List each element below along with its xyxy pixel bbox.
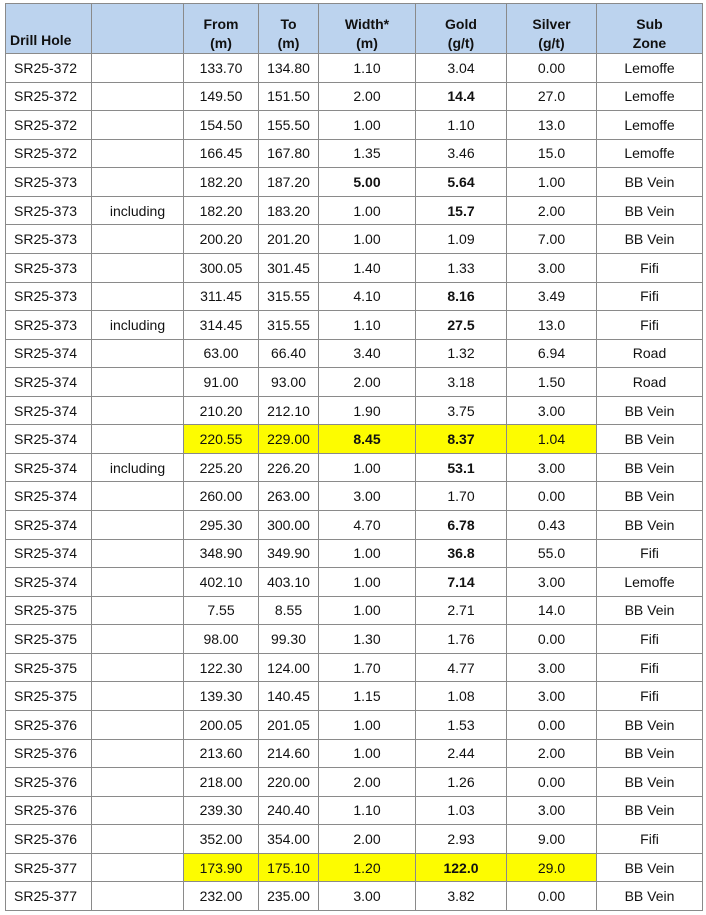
header-from-unit: (m) — [210, 35, 232, 51]
cell-silver: 7.00 — [507, 225, 597, 254]
table-row — [6, 111, 703, 140]
cell-drill-hole: SR25-374 — [6, 511, 92, 540]
cell-from: 166.45 — [184, 139, 259, 168]
cell-from: 295.30 — [184, 511, 259, 540]
cell-silver: 0.00 — [507, 482, 597, 511]
cell-note — [92, 710, 184, 739]
cell-from: 98.00 — [184, 625, 259, 654]
cell-drill-hole: SR25-377 — [6, 882, 92, 911]
cell-silver: 3.00 — [507, 796, 597, 825]
header-from-label: From — [203, 16, 239, 32]
cell-drill-hole: SR25-377 — [6, 853, 92, 882]
cell-silver: 0.00 — [507, 768, 597, 797]
table-row — [6, 225, 703, 254]
cell-note — [92, 82, 184, 111]
cell-sub-zone: Fifi — [597, 282, 703, 311]
cell-gold: 3.04 — [416, 54, 507, 83]
table-row — [6, 739, 703, 768]
cell-note — [92, 339, 184, 368]
table-row — [6, 625, 703, 654]
cell-gold: 3.46 — [416, 139, 507, 168]
cell-from: 352.00 — [184, 825, 259, 854]
cell-gold: 53.1 — [416, 453, 507, 482]
cell-silver: 15.0 — [507, 139, 597, 168]
table-row — [6, 311, 703, 340]
cell-silver: 6.94 — [507, 339, 597, 368]
cell-gold: 4.77 — [416, 653, 507, 682]
cell-silver: 13.0 — [507, 111, 597, 140]
cell-to: 167.80 — [259, 139, 319, 168]
cell-sub-zone: BB Vein — [597, 596, 703, 625]
table-row — [6, 253, 703, 282]
header-zone-unit: Zone — [632, 35, 667, 51]
cell-drill-hole: SR25-372 — [6, 139, 92, 168]
cell-silver: 3.00 — [507, 682, 597, 711]
cell-to: 175.10 — [259, 853, 319, 882]
cell-width: 2.00 — [319, 825, 416, 854]
header-width-label: Width* — [344, 16, 390, 32]
cell-from: 239.30 — [184, 796, 259, 825]
cell-width: 1.90 — [319, 396, 416, 425]
cell-width: 1.70 — [319, 653, 416, 682]
cell-to: 183.20 — [259, 196, 319, 225]
cell-to: 201.05 — [259, 710, 319, 739]
cell-silver: 3.00 — [507, 253, 597, 282]
header-gold — [416, 4, 507, 54]
cell-sub-zone: BB Vein — [597, 739, 703, 768]
table-row — [6, 882, 703, 911]
table-row — [6, 339, 703, 368]
cell-to: 235.00 — [259, 882, 319, 911]
table-row — [6, 596, 703, 625]
cell-drill-hole: SR25-374 — [6, 539, 92, 568]
cell-gold: 7.14 — [416, 568, 507, 597]
cell-drill-hole: SR25-375 — [6, 682, 92, 711]
table-row — [6, 196, 703, 225]
cell-drill-hole: SR25-374 — [6, 568, 92, 597]
table-row — [6, 425, 703, 454]
cell-drill-hole: SR25-376 — [6, 825, 92, 854]
cell-from: 63.00 — [184, 339, 259, 368]
cell-from: 210.20 — [184, 396, 259, 425]
table-row — [6, 825, 703, 854]
cell-note — [92, 739, 184, 768]
cell-sub-zone: Fifi — [597, 625, 703, 654]
cell-sub-zone: BB Vein — [597, 196, 703, 225]
table-row — [6, 682, 703, 711]
cell-width: 3.00 — [319, 882, 416, 911]
cell-gold: 1.32 — [416, 339, 507, 368]
cell-sub-zone: BB Vein — [597, 396, 703, 425]
cell-from: 154.50 — [184, 111, 259, 140]
cell-to: 301.45 — [259, 253, 319, 282]
cell-to: 354.00 — [259, 825, 319, 854]
cell-from: 149.50 — [184, 82, 259, 111]
cell-drill-hole: SR25-374 — [6, 482, 92, 511]
cell-note — [92, 796, 184, 825]
table-body — [6, 54, 703, 911]
cell-from: 218.00 — [184, 768, 259, 797]
cell-to: 263.00 — [259, 482, 319, 511]
table-row — [6, 54, 703, 83]
cell-width: 4.10 — [319, 282, 416, 311]
cell-sub-zone: BB Vein — [597, 511, 703, 540]
cell-gold: 1.33 — [416, 253, 507, 282]
cell-gold: 2.71 — [416, 596, 507, 625]
cell-note — [92, 425, 184, 454]
cell-sub-zone: Fifi — [597, 311, 703, 340]
cell-width: 2.00 — [319, 368, 416, 397]
cell-width: 8.45 — [319, 425, 416, 454]
cell-note — [92, 625, 184, 654]
cell-from: 182.20 — [184, 196, 259, 225]
header-to-unit: (m) — [277, 35, 300, 51]
cell-to: 315.55 — [259, 311, 319, 340]
cell-to: 212.10 — [259, 396, 319, 425]
cell-width: 5.00 — [319, 168, 416, 197]
cell-width: 1.40 — [319, 253, 416, 282]
drill-results-table — [5, 3, 703, 911]
cell-width: 1.10 — [319, 54, 416, 83]
cell-silver: 1.50 — [507, 368, 597, 397]
cell-sub-zone: Fifi — [597, 653, 703, 682]
cell-to: 226.20 — [259, 453, 319, 482]
cell-note — [92, 253, 184, 282]
table-row — [6, 853, 703, 882]
header-gold-label: Gold — [445, 16, 477, 32]
cell-width: 1.20 — [319, 853, 416, 882]
cell-note — [92, 482, 184, 511]
cell-gold: 2.93 — [416, 825, 507, 854]
cell-width: 1.00 — [319, 196, 416, 225]
cell-silver: 1.04 — [507, 425, 597, 454]
table-row — [6, 539, 703, 568]
cell-sub-zone: BB Vein — [597, 710, 703, 739]
cell-silver: 27.0 — [507, 82, 597, 111]
cell-width: 1.00 — [319, 539, 416, 568]
cell-sub-zone: BB Vein — [597, 482, 703, 511]
cell-from: 200.05 — [184, 710, 259, 739]
cell-note — [92, 282, 184, 311]
cell-width: 1.10 — [319, 311, 416, 340]
cell-silver: 1.00 — [507, 168, 597, 197]
table-row — [6, 139, 703, 168]
cell-to: 8.55 — [259, 596, 319, 625]
cell-width: 3.00 — [319, 482, 416, 511]
header-note — [92, 4, 184, 54]
cell-drill-hole: SR25-373 — [6, 253, 92, 282]
cell-from: 173.90 — [184, 853, 259, 882]
cell-to: 229.00 — [259, 425, 319, 454]
cell-from: 7.55 — [184, 596, 259, 625]
cell-silver: 0.00 — [507, 882, 597, 911]
cell-note — [92, 882, 184, 911]
cell-silver: 0.00 — [507, 710, 597, 739]
cell-gold: 1.03 — [416, 796, 507, 825]
cell-note — [92, 825, 184, 854]
cell-gold: 3.82 — [416, 882, 507, 911]
cell-gold: 3.75 — [416, 396, 507, 425]
cell-drill-hole: SR25-376 — [6, 796, 92, 825]
cell-note — [92, 168, 184, 197]
cell-note — [92, 596, 184, 625]
header-width-unit: (m) — [356, 35, 378, 51]
cell-to: 220.00 — [259, 768, 319, 797]
cell-drill-hole: SR25-374 — [6, 368, 92, 397]
cell-silver: 0.00 — [507, 625, 597, 654]
header-to-label: To — [280, 16, 297, 32]
cell-drill-hole: SR25-374 — [6, 425, 92, 454]
cell-silver: 3.00 — [507, 396, 597, 425]
table-row — [6, 710, 703, 739]
cell-note — [92, 853, 184, 882]
cell-sub-zone: BB Vein — [597, 453, 703, 482]
cell-gold: 2.44 — [416, 739, 507, 768]
cell-to: 134.80 — [259, 54, 319, 83]
cell-sub-zone: Fifi — [597, 825, 703, 854]
cell-gold: 5.64 — [416, 168, 507, 197]
cell-drill-hole: SR25-374 — [6, 396, 92, 425]
cell-from: 200.20 — [184, 225, 259, 254]
cell-from: 314.45 — [184, 311, 259, 340]
cell-to: 66.40 — [259, 339, 319, 368]
cell-note — [92, 653, 184, 682]
table-row — [6, 568, 703, 597]
cell-silver: 0.43 — [507, 511, 597, 540]
table-row — [6, 282, 703, 311]
cell-note: including — [92, 196, 184, 225]
cell-note — [92, 511, 184, 540]
cell-silver: 14.0 — [507, 596, 597, 625]
cell-gold: 1.76 — [416, 625, 507, 654]
cell-width: 1.15 — [319, 682, 416, 711]
cell-to: 201.20 — [259, 225, 319, 254]
cell-sub-zone: BB Vein — [597, 425, 703, 454]
cell-width: 1.30 — [319, 625, 416, 654]
cell-gold: 36.8 — [416, 539, 507, 568]
cell-gold: 3.18 — [416, 368, 507, 397]
cell-silver: 2.00 — [507, 196, 597, 225]
header-row — [6, 4, 703, 54]
table-row — [6, 168, 703, 197]
cell-width: 1.00 — [319, 710, 416, 739]
cell-gold: 1.09 — [416, 225, 507, 254]
cell-sub-zone: BB Vein — [597, 225, 703, 254]
cell-to: 240.40 — [259, 796, 319, 825]
table-row — [6, 796, 703, 825]
cell-from: 225.20 — [184, 453, 259, 482]
cell-to: 155.50 — [259, 111, 319, 140]
cell-from: 139.30 — [184, 682, 259, 711]
cell-from: 311.45 — [184, 282, 259, 311]
cell-width: 3.40 — [319, 339, 416, 368]
table-row — [6, 453, 703, 482]
cell-gold: 8.37 — [416, 425, 507, 454]
cell-sub-zone: Fifi — [597, 682, 703, 711]
cell-sub-zone: BB Vein — [597, 768, 703, 797]
cell-to: 140.45 — [259, 682, 319, 711]
cell-note — [92, 111, 184, 140]
cell-silver: 9.00 — [507, 825, 597, 854]
cell-to: 124.00 — [259, 653, 319, 682]
cell-sub-zone: Fifi — [597, 539, 703, 568]
cell-width: 1.00 — [319, 568, 416, 597]
cell-width: 1.00 — [319, 739, 416, 768]
cell-silver: 13.0 — [507, 311, 597, 340]
table-row — [6, 482, 703, 511]
cell-note — [92, 682, 184, 711]
cell-drill-hole: SR25-373 — [6, 225, 92, 254]
cell-from: 182.20 — [184, 168, 259, 197]
cell-note — [92, 768, 184, 797]
cell-width: 1.00 — [319, 111, 416, 140]
header-from — [184, 4, 259, 54]
cell-to: 403.10 — [259, 568, 319, 597]
cell-width: 1.00 — [319, 453, 416, 482]
cell-to: 300.00 — [259, 511, 319, 540]
cell-drill-hole: SR25-372 — [6, 82, 92, 111]
cell-drill-hole: SR25-375 — [6, 625, 92, 654]
cell-to: 187.20 — [259, 168, 319, 197]
cell-drill-hole: SR25-374 — [6, 339, 92, 368]
header-zone-label: Sub — [636, 16, 663, 32]
cell-silver: 3.00 — [507, 568, 597, 597]
cell-from: 232.00 — [184, 882, 259, 911]
cell-sub-zone: Road — [597, 339, 703, 368]
cell-gold: 1.08 — [416, 682, 507, 711]
cell-drill-hole: SR25-374 — [6, 453, 92, 482]
header-silver-label: Silver — [532, 16, 571, 32]
cell-silver: 55.0 — [507, 539, 597, 568]
cell-from: 133.70 — [184, 54, 259, 83]
cell-sub-zone: Road — [597, 368, 703, 397]
cell-gold: 1.53 — [416, 710, 507, 739]
cell-width: 1.10 — [319, 796, 416, 825]
cell-note — [92, 568, 184, 597]
table-header — [6, 4, 703, 54]
table-row — [6, 82, 703, 111]
cell-silver: 3.00 — [507, 453, 597, 482]
cell-to: 93.00 — [259, 368, 319, 397]
cell-from: 91.00 — [184, 368, 259, 397]
cell-width: 4.70 — [319, 511, 416, 540]
cell-drill-hole: SR25-375 — [6, 596, 92, 625]
cell-silver: 2.00 — [507, 739, 597, 768]
cell-drill-hole: SR25-372 — [6, 54, 92, 83]
cell-sub-zone: BB Vein — [597, 882, 703, 911]
header-sub-zone — [597, 4, 703, 54]
cell-silver: 3.49 — [507, 282, 597, 311]
header-width — [319, 4, 416, 54]
cell-drill-hole: SR25-373 — [6, 196, 92, 225]
cell-note — [92, 54, 184, 83]
cell-silver: 0.00 — [507, 54, 597, 83]
header-drill-hole: Drill Hole — [6, 4, 92, 54]
cell-width: 1.35 — [319, 139, 416, 168]
cell-sub-zone: BB Vein — [597, 853, 703, 882]
cell-from: 122.30 — [184, 653, 259, 682]
cell-drill-hole: SR25-373 — [6, 282, 92, 311]
cell-to: 151.50 — [259, 82, 319, 111]
table-row — [6, 511, 703, 540]
cell-sub-zone: BB Vein — [597, 168, 703, 197]
cell-from: 260.00 — [184, 482, 259, 511]
header-silver-unit: (g/t) — [538, 35, 565, 51]
table-row — [6, 768, 703, 797]
cell-to: 315.55 — [259, 282, 319, 311]
cell-width: 1.00 — [319, 596, 416, 625]
cell-gold: 1.70 — [416, 482, 507, 511]
cell-note — [92, 139, 184, 168]
cell-drill-hole: SR25-372 — [6, 111, 92, 140]
cell-from: 213.60 — [184, 739, 259, 768]
table-row — [6, 368, 703, 397]
cell-note — [92, 225, 184, 254]
cell-gold: 8.16 — [416, 282, 507, 311]
cell-from: 220.55 — [184, 425, 259, 454]
cell-sub-zone: Lemoffe — [597, 82, 703, 111]
cell-drill-hole: SR25-373 — [6, 311, 92, 340]
cell-sub-zone: Lemoffe — [597, 54, 703, 83]
header-gold-unit: (g/t) — [447, 35, 475, 51]
cell-drill-hole: SR25-373 — [6, 168, 92, 197]
cell-gold: 1.26 — [416, 768, 507, 797]
table-row — [6, 396, 703, 425]
cell-gold: 122.0 — [416, 853, 507, 882]
cell-note — [92, 368, 184, 397]
cell-sub-zone: Fifi — [597, 253, 703, 282]
cell-to: 99.30 — [259, 625, 319, 654]
cell-gold: 15.7 — [416, 196, 507, 225]
header-to — [259, 4, 319, 54]
cell-silver: 29.0 — [507, 853, 597, 882]
cell-sub-zone: Lemoffe — [597, 111, 703, 140]
cell-note: including — [92, 453, 184, 482]
cell-drill-hole: SR25-376 — [6, 739, 92, 768]
cell-note — [92, 539, 184, 568]
cell-width: 2.00 — [319, 768, 416, 797]
cell-silver: 3.00 — [507, 653, 597, 682]
cell-from: 348.90 — [184, 539, 259, 568]
cell-gold: 14.4 — [416, 82, 507, 111]
cell-from: 300.05 — [184, 253, 259, 282]
cell-to: 349.90 — [259, 539, 319, 568]
cell-sub-zone: Lemoffe — [597, 139, 703, 168]
cell-to: 214.60 — [259, 739, 319, 768]
cell-drill-hole: SR25-376 — [6, 710, 92, 739]
cell-note — [92, 396, 184, 425]
cell-gold: 27.5 — [416, 311, 507, 340]
header-silver — [507, 4, 597, 54]
cell-gold: 6.78 — [416, 511, 507, 540]
cell-from: 402.10 — [184, 568, 259, 597]
cell-width: 1.00 — [319, 225, 416, 254]
cell-drill-hole: SR25-376 — [6, 768, 92, 797]
cell-gold: 1.10 — [416, 111, 507, 140]
cell-note: including — [92, 311, 184, 340]
cell-width: 2.00 — [319, 82, 416, 111]
cell-sub-zone: Lemoffe — [597, 568, 703, 597]
cell-drill-hole: SR25-375 — [6, 653, 92, 682]
table-row — [6, 653, 703, 682]
cell-sub-zone: BB Vein — [597, 796, 703, 825]
